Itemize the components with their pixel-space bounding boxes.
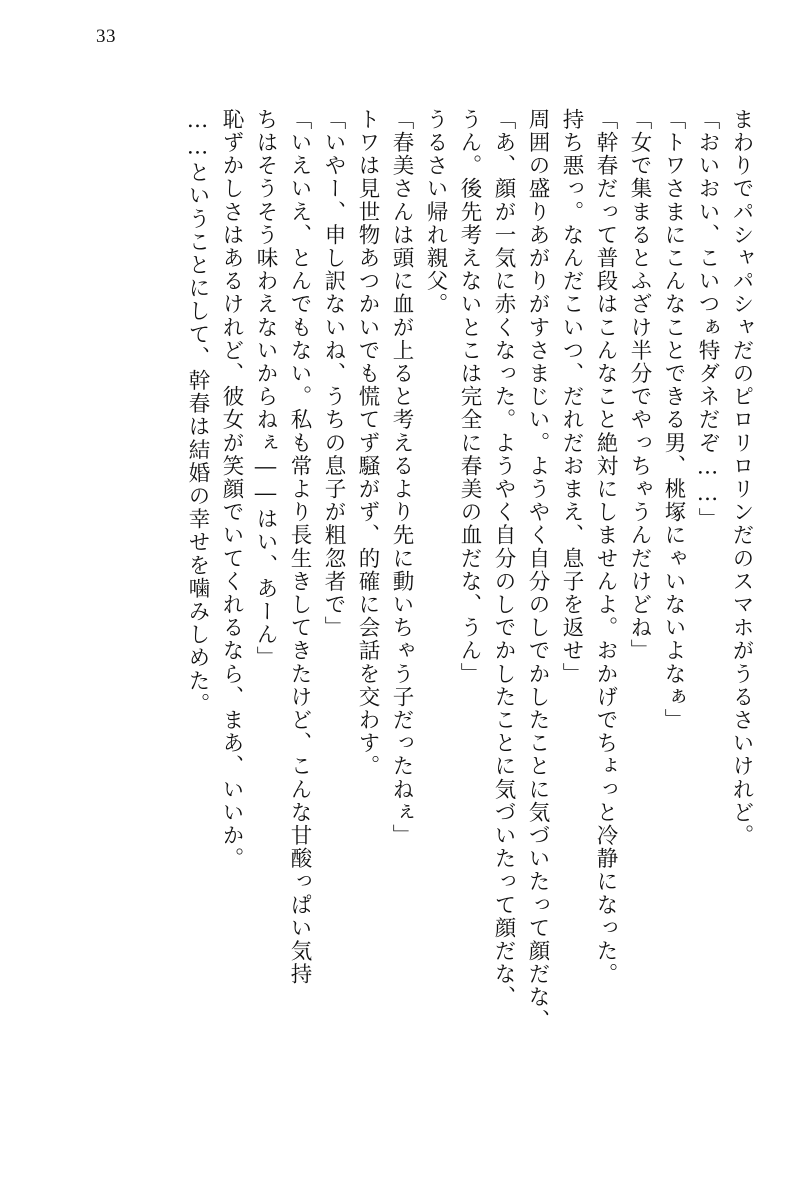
text-column: 「春美さんは頭に血が上ると考えるより先に動いちゃう子だったねぇ」 (389, 108, 414, 848)
text-column: 「いえいえ、とんでもない。私も常より長生きしてきたけど、こんな甘酸っぱい気持 (287, 108, 312, 986)
text-column: トワは見世物あつかいでも慌てず騒がず、的確に会話を交わす。 (355, 108, 380, 778)
text-column: 周囲の盛りあがりがすさまじい。ようやく自分のしでかしたことに気づいたって顔だな、 (525, 108, 550, 1032)
text-column: うん。後先考えないとこは完全に春美の血だな、うん」 (457, 108, 482, 686)
text-column: 「トワさまにこんなことできる男、桃塚にゃいないよなぁ」 (661, 108, 686, 732)
vertical-text-body (56, 108, 752, 1128)
text-column: まわりでパシャパシャだのピロリロリンだのスマホがうるさいけれど。 (729, 108, 754, 848)
text-column: 「幹春だって普段はこんなこと絶対にしませんよ。おかげでちょっと冷静になった。 (593, 108, 618, 986)
text-column: 「女で集まるとふざけ半分でやっちゃうんだけどね」 (627, 108, 652, 663)
text-column: ちはそうそう味わえないからねぇ――はい、あーん」 (253, 108, 278, 670)
text-column: 「おいおい、こいつぁ特ダネだぞ……」 (695, 108, 720, 531)
text-column: 「いやー、申し訳ないね、うちの息子が粗忽者で」 (321, 108, 346, 640)
text-column: 持ち悪っ。なんだこいつ、だれだおまえ、息子を返せ」 (559, 108, 584, 686)
page-number: 33 (96, 26, 116, 47)
text-column: うるさい帰れ親父。 (423, 108, 448, 316)
text-column: ……ということにして、幹春は結婚の幸せを噛みしめた。 (185, 108, 210, 716)
text-column: 「あ、顔が一気に赤くなった。ようやく自分のしでかしたことに気づいたって顔だな、 (491, 108, 516, 1009)
text-column: 恥ずかしさはあるけれど、彼女が笑顔でいてくれるなら、まあ、いいか。 (219, 108, 244, 871)
